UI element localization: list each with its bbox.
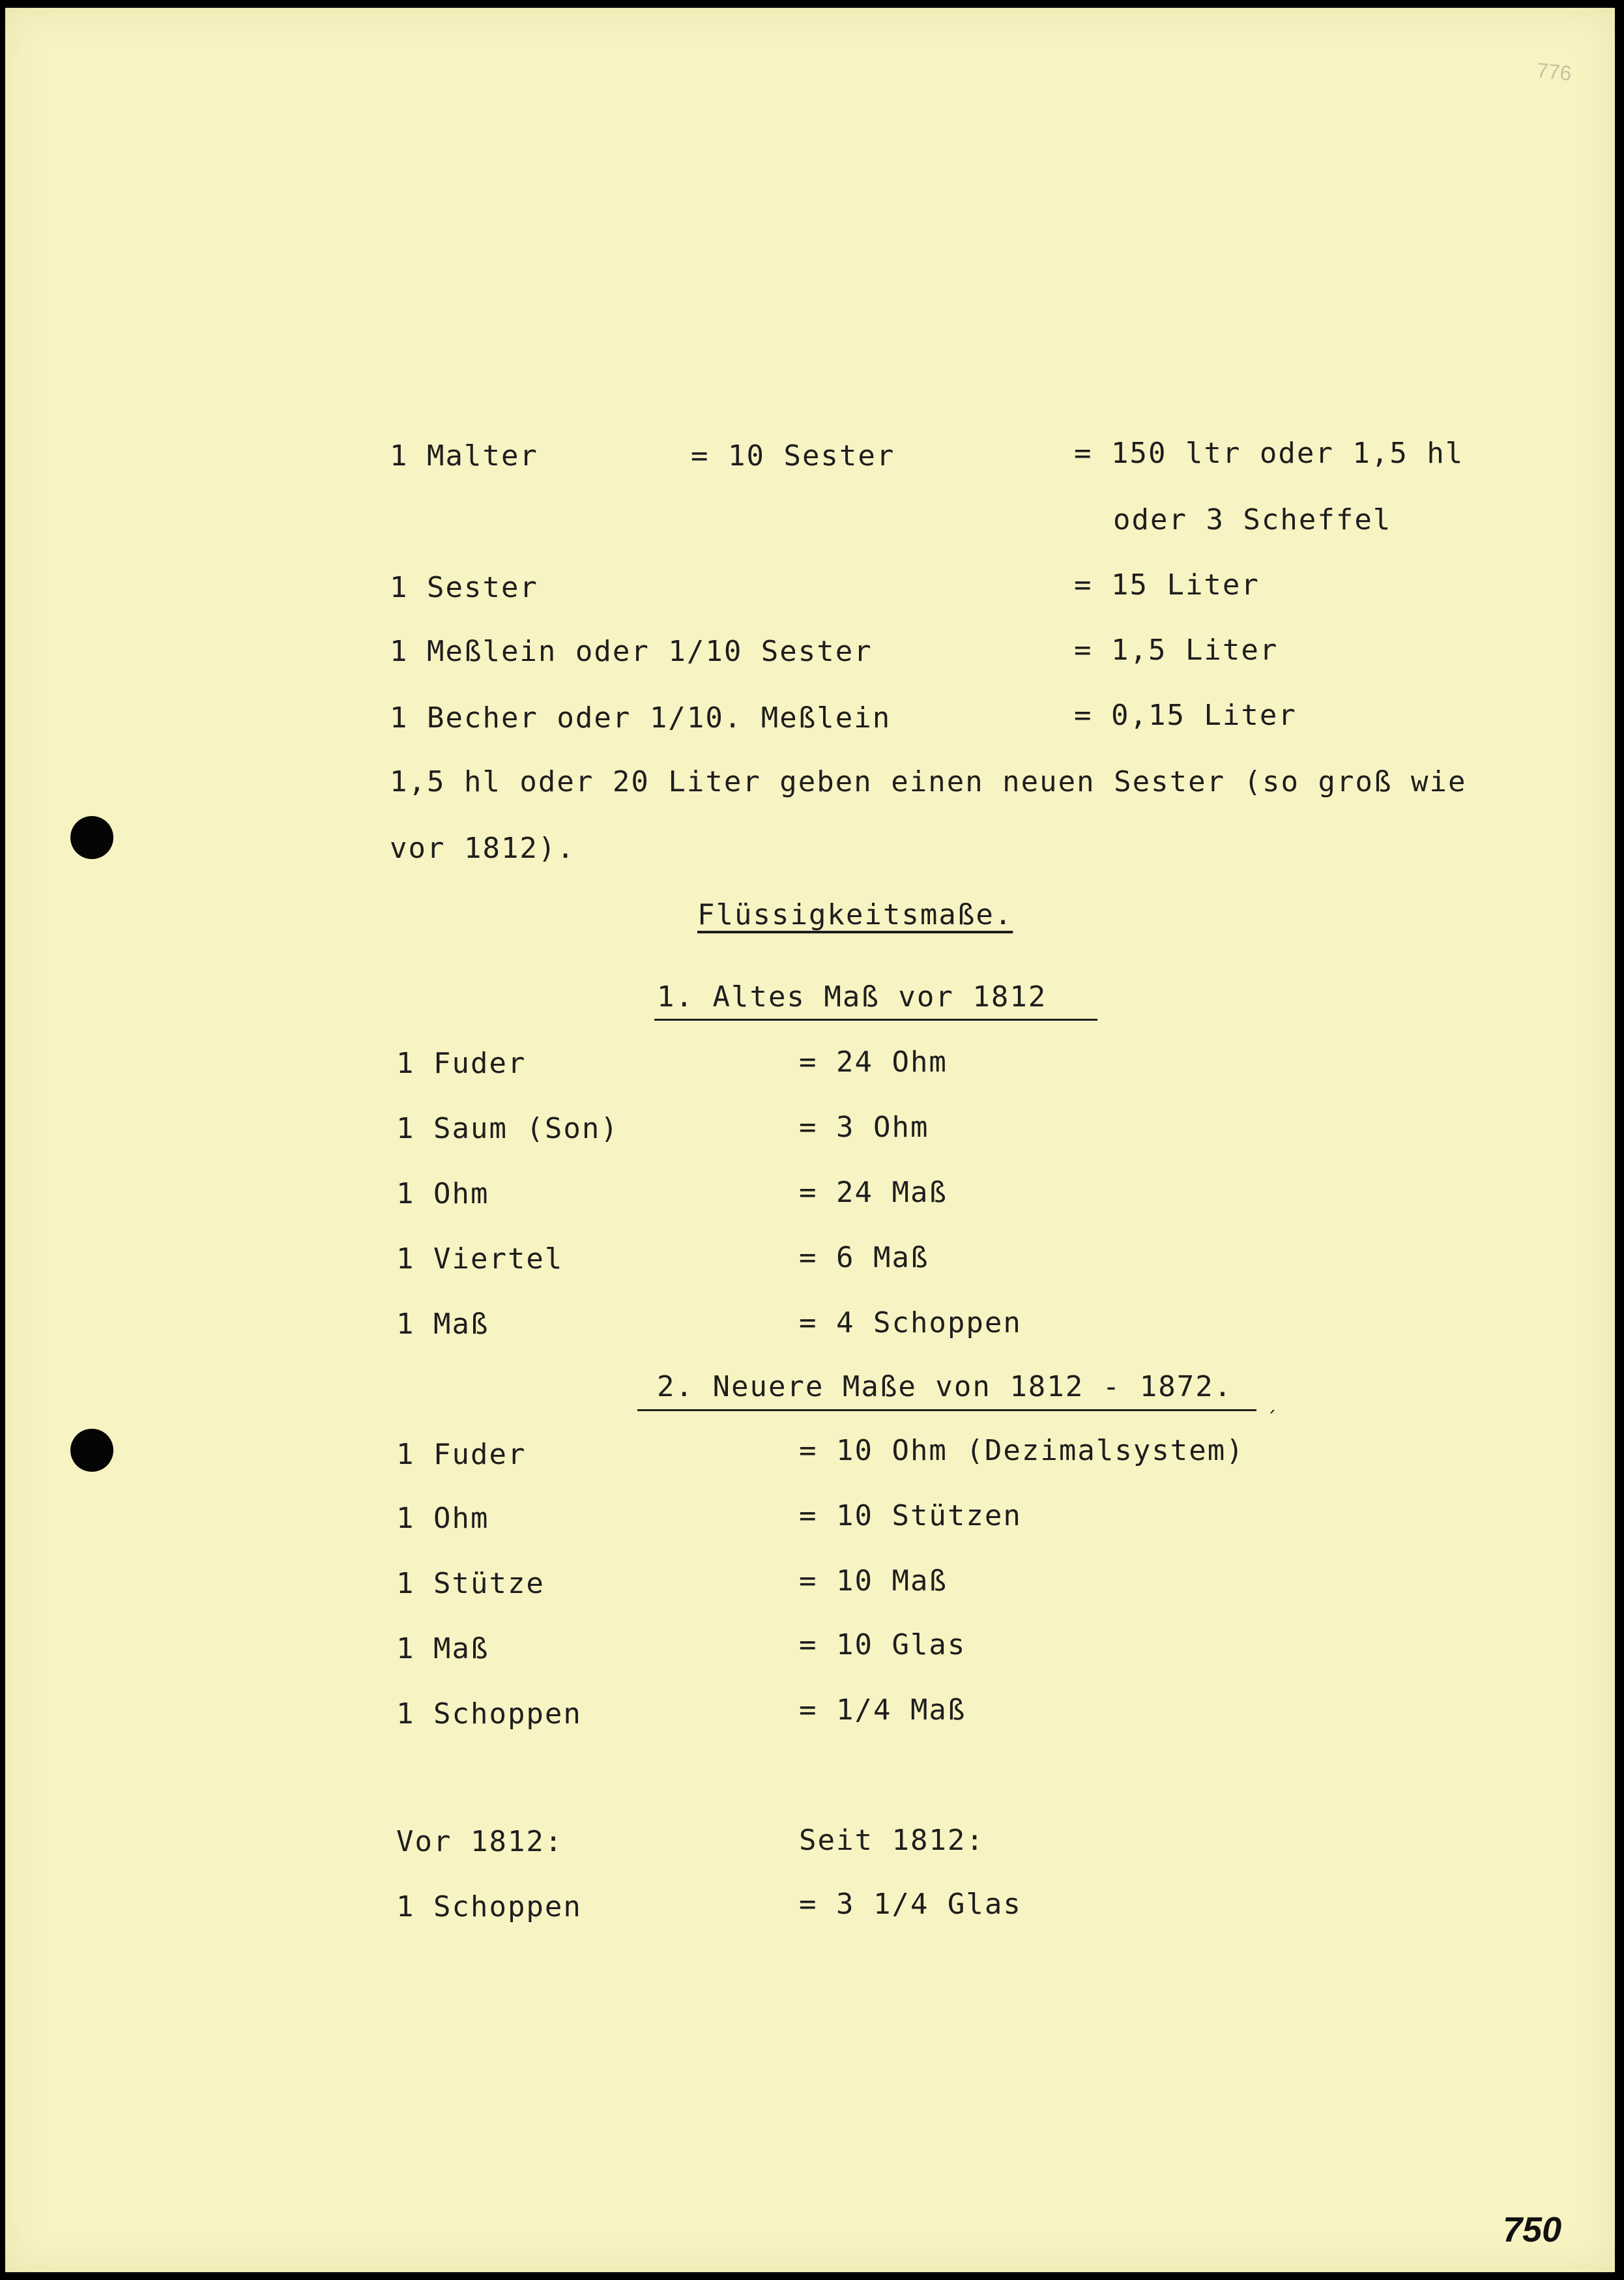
measure-equivalent: = 10 Maß xyxy=(799,1564,948,1598)
measure-unit: 1 Sester xyxy=(390,571,538,604)
measure-unit: 1 Becher oder 1/10. Meßlein xyxy=(390,701,892,735)
measure-equivalent: = 24 Ohm xyxy=(799,1045,948,1079)
measure-equivalent: = 4 Schoppen xyxy=(799,1306,1022,1339)
measure-unit: 1 Stütze xyxy=(396,1567,545,1600)
comparison-label-since: Seit 1812: xyxy=(799,1824,985,1857)
measure-equivalent: = 3 1/4 Glas xyxy=(799,1888,1022,1921)
measure-equivalent: = 1/4 Maß xyxy=(799,1693,966,1727)
measure-equivalent: = 0,15 Liter xyxy=(1074,699,1297,732)
measure-equivalent: = 150 ltr oder 1,5 hl xyxy=(1074,437,1464,470)
heading-underline xyxy=(654,1019,1097,1021)
measure-equivalent: = 24 Maß xyxy=(799,1176,948,1209)
measure-equivalent: oder 3 Scheffel xyxy=(1113,503,1392,536)
measure-equivalent: = 3 Ohm xyxy=(799,1111,929,1144)
measure-unit: 1 Ohm xyxy=(396,1502,489,1535)
measure-equivalent: = 10 Ohm (Dezimalsystem) xyxy=(799,1434,1245,1467)
measure-unit: 1 Fuder xyxy=(396,1438,527,1471)
heading-underline xyxy=(637,1409,1256,1411)
measure-unit: 1 Schoppen xyxy=(396,1697,582,1731)
measure-equivalent: = 1,5 Liter xyxy=(1074,634,1279,667)
measure-equivalent: = 10 Stützen xyxy=(799,1499,1022,1532)
punch-hole xyxy=(70,1429,113,1472)
section-title: Flüssigkeitsmaße. xyxy=(697,898,1013,931)
measure-unit: 1 Malter xyxy=(390,439,538,473)
measure-unit: 1 Fuder xyxy=(396,1047,527,1080)
subsection-heading: 2. Neuere Maße von 1812 - 1872. xyxy=(657,1370,1233,1403)
note-line: 1,5 hl oder 20 Liter geben einen neuen Sester (so groß wie xyxy=(390,765,1467,798)
measure-equivalent: = 10 Sester xyxy=(691,439,895,473)
punch-hole xyxy=(70,816,113,859)
measure-unit: 1 Schoppen xyxy=(396,1890,582,1923)
handwritten-mark: ´ xyxy=(1266,1408,1278,1431)
measure-unit: 1 Saum (Son) xyxy=(396,1112,619,1145)
measure-unit: 1 Ohm xyxy=(396,1177,489,1210)
measure-equivalent: = 10 Glas xyxy=(799,1628,966,1661)
page-number: 750 xyxy=(1503,2210,1562,2249)
measure-unit: 1 Maß xyxy=(396,1632,489,1665)
measure-equivalent: = 15 Liter xyxy=(1074,568,1260,602)
comparison-label-before: Vor 1812: xyxy=(396,1825,564,1858)
archive-number: 776 xyxy=(1535,58,1573,85)
note-line: vor 1812). xyxy=(390,832,575,865)
subsection-heading: 1. Altes Maß vor 1812 xyxy=(657,980,1047,1014)
measure-unit: 1 Meßlein oder 1/10 Sester xyxy=(390,635,873,668)
measure-equivalent: = 6 Maß xyxy=(799,1241,929,1274)
document-page xyxy=(5,8,1615,2272)
measure-unit: 1 Viertel xyxy=(396,1242,564,1276)
measure-unit: 1 Maß xyxy=(396,1308,489,1341)
